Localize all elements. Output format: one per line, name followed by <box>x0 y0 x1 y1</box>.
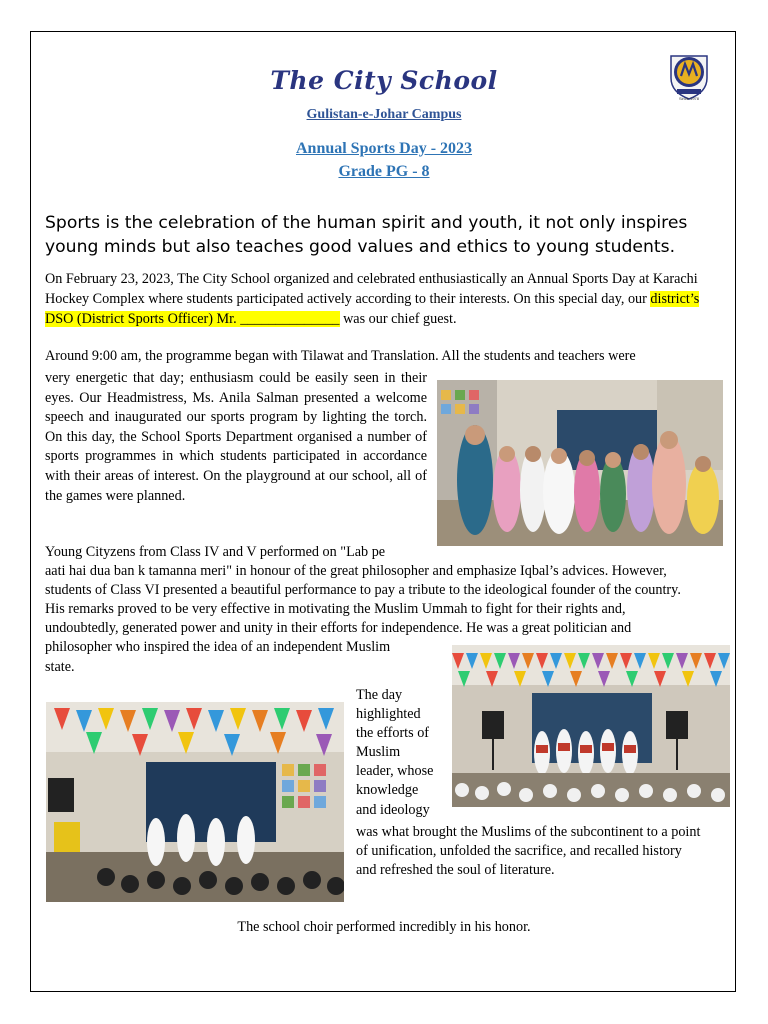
para4-narrow-line: highlighted <box>356 706 421 723</box>
para3-line3: students of Class VI presented a beautiful performance to pay a tribute to the ideological founder of the country. <box>45 582 681 598</box>
para3-line4: His remarks proved to be very effective in motivating the Muslim Ummah to fight for their rights and, <box>45 601 626 617</box>
intro-text: On February 23, 2023, The City School organized and celebrated enthusiastically an Annual Sports Day at Karachi Hockey Complex where students participated actively according to their interests. On this special day, our <box>45 271 698 307</box>
para3-line1: Young Cityzens from Class IV and V performed on "Lab pe <box>45 544 386 560</box>
photo-stage-performance <box>452 645 730 807</box>
grade-title: Grade PG - 8 <box>338 163 430 180</box>
logo-caption: Since 1978 <box>678 96 700 101</box>
para4-narrow-line: knowledge <box>356 782 419 799</box>
para4-narrow-column <box>356 686 448 820</box>
quote: Sports is the celebration of the human spirit and youth, it not only inspires young minds but also teaches good values and ethics to young students. <box>45 213 688 257</box>
para4-narrow-line: Muslim <box>356 744 401 761</box>
para4-line3: and refreshed the soul of literature. <box>356 862 555 878</box>
photo-teachers-students <box>437 380 723 546</box>
school-logo <box>667 52 711 102</box>
para4-line2: of unification, unfolded the sacrifice, and recalled history <box>356 843 682 859</box>
para3-line7: state. <box>45 659 75 675</box>
para4-narrow-line: leader, whose <box>356 763 434 780</box>
para4-narrow-line: the efforts of <box>356 725 430 742</box>
para4-line1: was what brought the Muslims of the subcontinent to a point <box>356 824 701 840</box>
event-title: Annual Sports Day - 2023 <box>295 140 473 157</box>
para4-narrow-line: and ideology <box>356 801 430 818</box>
intro-text-end: was our chief guest. <box>339 311 457 327</box>
highlighted-text: district’s DSO (District Sports Officer) Mr. ______________ <box>45 291 700 327</box>
para3-line6: philosopher who inspired the idea of an independent Muslim <box>45 639 391 655</box>
campus-name-text: Gulistan-e-Johar Campus <box>306 107 462 122</box>
para2-line1: Around 9:00 am, the programme began with Tilawat and Translation. All the students and teachers were <box>45 348 636 364</box>
para3-line2: aati hai dua ban k tamanna meri" in honour of the great philosopher and emphasize Iqbal’s advices. However, <box>45 563 667 579</box>
campus-name <box>0 107 768 123</box>
para3-line5: undoubtedly, generated power and unity in their efforts for independence. He was a great politician and <box>45 620 632 636</box>
photo-students-dancing <box>46 702 344 902</box>
closing-line: The school choir performed incredibly in his honor. <box>237 919 531 935</box>
intro-paragraph <box>45 269 725 329</box>
para4-narrow-line: The day <box>356 687 403 703</box>
para2-wrap: very energetic that day; enthusiasm could be easily seen in their eyes. Our Headmistress, Ms. Anila Salman presented a welcome speech and inaugurated our sports program by lighting the torch. On this day, the School Sports Department organised a number of sports programmes in which students participated in accordance with their areas of interest. On the playground at our school, all of the games were planned. <box>45 370 427 504</box>
school-name: The City School <box>270 66 498 95</box>
